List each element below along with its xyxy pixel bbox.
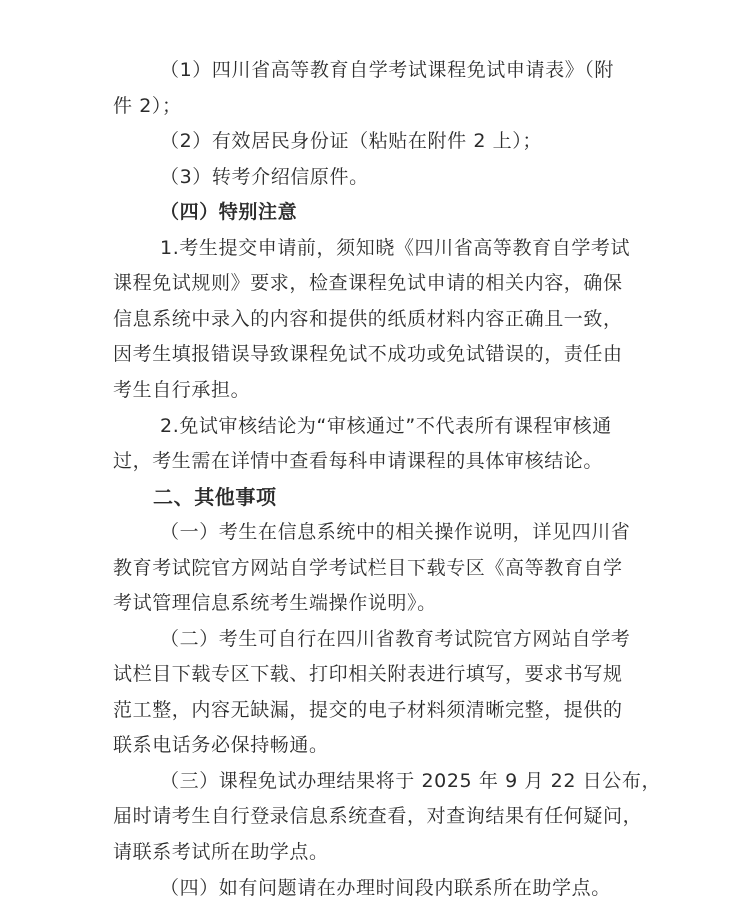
section-heading-other-matters: 二、其他事项 bbox=[153, 485, 277, 509]
other-p2-line-1: （二）考生可自行在四川省教育考试院官方网站自学考 bbox=[160, 628, 631, 650]
note-2-line-1: 2.免试审核结论为“审核通过”不代表所有课程审核通 bbox=[160, 415, 612, 437]
other-p2-line-4: 联系电话务必保持畅通。 bbox=[113, 734, 329, 756]
other-p2-line-2: 试栏目下载专区下载、打印相关附表进行填写，要求书写规 bbox=[113, 663, 623, 685]
note-1-line-1: 1.考生提交申请前，须知晓《四川省高等教育自学考试 bbox=[160, 237, 631, 259]
other-p3-line-1: （三）课程免试办理结果将于 2025 年 9 月 22 日公布， bbox=[160, 770, 662, 792]
material-item-2: （2）有效居民身份证（粘贴在附件 2 上）； bbox=[160, 130, 542, 152]
note-1-line-2: 课程免试规则》要求，检查课程免试申请的相关内容，确保 bbox=[113, 272, 623, 294]
material-item-1-line-1: （1）四川省高等教育自学考试课程免试申请表》（附 bbox=[160, 59, 614, 81]
other-p2-line-3: 范工整，内容无缺漏，提交的电子材料须清晰完整，提供的 bbox=[113, 699, 623, 721]
other-p3-line-3: 请联系考试所在助学点。 bbox=[113, 841, 329, 863]
other-p4: （四）如有问题请在办理时间段内联系所在助学点。 bbox=[160, 877, 611, 899]
material-item-1-line-2: 件 2）； bbox=[113, 95, 182, 117]
section-heading-special-notes: （四）特别注意 bbox=[160, 201, 298, 223]
note-2-line-2: 过，考生需在详情中查看每科申请课程的具体审核结论。 bbox=[113, 450, 604, 472]
other-p1-line-3: 考试管理信息系统考生端操作说明》。 bbox=[113, 592, 437, 614]
other-p1-line-2: 教育考试院官方网站自学考试栏目下载专区《高等教育自学 bbox=[113, 557, 623, 579]
other-p3-line-2: 届时请考生自行登录信息系统查看，对查询结果有任何疑问， bbox=[113, 805, 643, 827]
note-1-line-3: 信息系统中录入的内容和提供的纸质材料内容正确且一致， bbox=[113, 308, 623, 330]
note-1-line-5: 考生自行承担。 bbox=[113, 379, 251, 401]
note-1-line-4: 因考生填报错误导致课程免试不成功或免试错误的，责任由 bbox=[113, 343, 623, 365]
material-item-3: （3）转考介绍信原件。 bbox=[160, 166, 369, 188]
other-p1-line-1: （一）考生在信息系统中的相关操作说明，详见四川省 bbox=[160, 521, 631, 543]
